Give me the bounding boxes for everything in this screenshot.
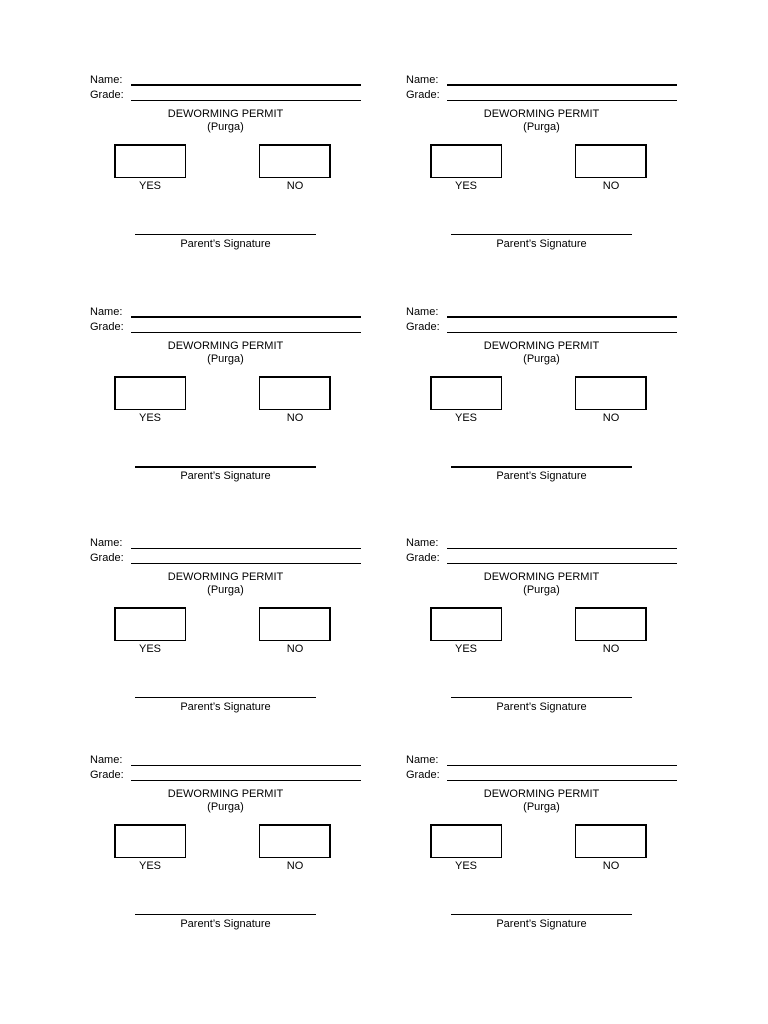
no-label: NO [602, 412, 620, 424]
name-label: Name: [90, 74, 123, 86]
signature-label: Parent’s Signature [496, 918, 587, 930]
name-label: Name: [406, 306, 439, 318]
grade-row [90, 319, 131, 333]
grade-field-line[interactable] [131, 563, 361, 564]
grade-label: Grade: [90, 321, 124, 333]
permit-title: DEWORMING PERMIT [483, 340, 600, 352]
grade-field-line[interactable] [447, 100, 677, 101]
grade-field-line[interactable] [447, 332, 677, 333]
name-field-line[interactable] [447, 84, 677, 86]
yes-label: YES [454, 860, 477, 872]
no-checkbox[interactable] [259, 144, 331, 178]
permit-title: DEWORMING PERMIT [167, 340, 284, 352]
name-field-line[interactable] [131, 84, 361, 86]
no-label: NO [286, 180, 304, 192]
permit-slip-7 [90, 752, 390, 952]
grade-row [406, 319, 447, 333]
signature-label: Parent’s Signature [180, 701, 271, 713]
grade-label: Grade: [406, 769, 440, 781]
yes-label: YES [454, 412, 477, 424]
permit-title: DEWORMING PERMIT [483, 571, 600, 583]
signature-label: Parent’s Signature [496, 470, 587, 482]
no-label: NO [602, 643, 620, 655]
name-label: Name: [90, 537, 123, 549]
name-row [406, 535, 447, 549]
grade-field-line[interactable] [131, 100, 361, 101]
grade-label: Grade: [90, 552, 124, 564]
yes-checkbox[interactable] [114, 376, 186, 410]
grade-field-line[interactable] [447, 780, 677, 781]
yes-label: YES [138, 412, 161, 424]
signature-line[interactable] [135, 914, 316, 915]
name-field-line[interactable] [447, 316, 677, 318]
permit-slip-5 [90, 535, 390, 735]
yes-checkbox[interactable] [430, 376, 502, 410]
name-row [406, 752, 447, 766]
name-row [90, 72, 131, 86]
name-row [406, 304, 447, 318]
no-checkbox[interactable] [259, 824, 331, 858]
signature-line[interactable] [135, 234, 316, 235]
yes-checkbox[interactable] [114, 144, 186, 178]
name-label: Name: [90, 306, 123, 318]
signature-line[interactable] [451, 234, 632, 235]
permit-subtitle: (Purga) [523, 353, 560, 365]
permit-slip-1 [90, 72, 390, 272]
name-field-line[interactable] [131, 548, 361, 549]
yes-checkbox[interactable] [114, 824, 186, 858]
no-label: NO [286, 643, 304, 655]
no-checkbox[interactable] [259, 376, 331, 410]
permit-subtitle: (Purga) [523, 801, 560, 813]
name-row [406, 72, 447, 86]
permit-slip-3 [90, 304, 390, 504]
no-label: NO [286, 860, 304, 872]
grade-label: Grade: [90, 89, 124, 101]
yes-checkbox[interactable] [430, 824, 502, 858]
no-label: NO [602, 180, 620, 192]
yes-checkbox[interactable] [430, 144, 502, 178]
name-label: Name: [406, 74, 439, 86]
signature-line[interactable] [451, 697, 632, 698]
name-label: Name: [406, 537, 439, 549]
signature-label: Parent’s Signature [496, 701, 587, 713]
no-checkbox[interactable] [575, 144, 647, 178]
permit-title: DEWORMING PERMIT [483, 108, 600, 120]
signature-line[interactable] [451, 914, 632, 915]
signature-line[interactable] [451, 466, 632, 468]
permit-subtitle: (Purga) [207, 801, 244, 813]
name-row [90, 752, 131, 766]
grade-label: Grade: [406, 89, 440, 101]
grade-row [406, 550, 447, 564]
permit-title: DEWORMING PERMIT [167, 571, 284, 583]
permit-slip-2 [406, 72, 706, 272]
signature-label: Parent’s Signature [180, 918, 271, 930]
yes-checkbox[interactable] [430, 607, 502, 641]
grade-label: Grade: [406, 321, 440, 333]
yes-label: YES [454, 180, 477, 192]
permit-subtitle: (Purga) [207, 121, 244, 133]
permit-subtitle: (Purga) [207, 353, 244, 365]
name-row [90, 304, 131, 318]
name-field-line[interactable] [447, 548, 677, 549]
grade-field-line[interactable] [131, 332, 361, 333]
grade-row [90, 767, 131, 781]
name-label: Name: [90, 754, 123, 766]
name-label: Name: [406, 754, 439, 766]
signature-line[interactable] [135, 466, 316, 468]
no-checkbox[interactable] [575, 824, 647, 858]
name-field-line[interactable] [131, 316, 361, 318]
grade-field-line[interactable] [447, 563, 677, 564]
signature-label: Parent’s Signature [180, 238, 271, 250]
yes-label: YES [138, 860, 161, 872]
yes-label: YES [138, 180, 161, 192]
grade-label: Grade: [90, 769, 124, 781]
signature-label: Parent’s Signature [496, 238, 587, 250]
permit-title: DEWORMING PERMIT [483, 788, 600, 800]
permit-title: DEWORMING PERMIT [167, 108, 284, 120]
grade-field-line[interactable] [131, 780, 361, 781]
yes-label: YES [138, 643, 161, 655]
permit-slip-4 [406, 304, 706, 504]
permit-title: DEWORMING PERMIT [167, 788, 284, 800]
grade-row [90, 87, 131, 101]
name-row [90, 535, 131, 549]
no-checkbox[interactable] [575, 376, 647, 410]
signature-line[interactable] [135, 697, 316, 698]
permit-subtitle: (Purga) [523, 584, 560, 596]
grade-row [90, 550, 131, 564]
grade-label: Grade: [406, 552, 440, 564]
grade-row [406, 87, 447, 101]
no-label: NO [602, 860, 620, 872]
no-checkbox[interactable] [575, 607, 647, 641]
name-field-line[interactable] [131, 765, 361, 766]
yes-checkbox[interactable] [114, 607, 186, 641]
permit-slip-6 [406, 535, 706, 735]
permit-subtitle: (Purga) [207, 584, 244, 596]
permit-slip-8 [406, 752, 706, 952]
name-field-line[interactable] [447, 765, 677, 766]
no-checkbox[interactable] [259, 607, 331, 641]
no-label: NO [286, 412, 304, 424]
yes-label: YES [454, 643, 477, 655]
grade-row [406, 767, 447, 781]
signature-label: Parent’s Signature [180, 470, 271, 482]
permit-subtitle: (Purga) [523, 121, 560, 133]
